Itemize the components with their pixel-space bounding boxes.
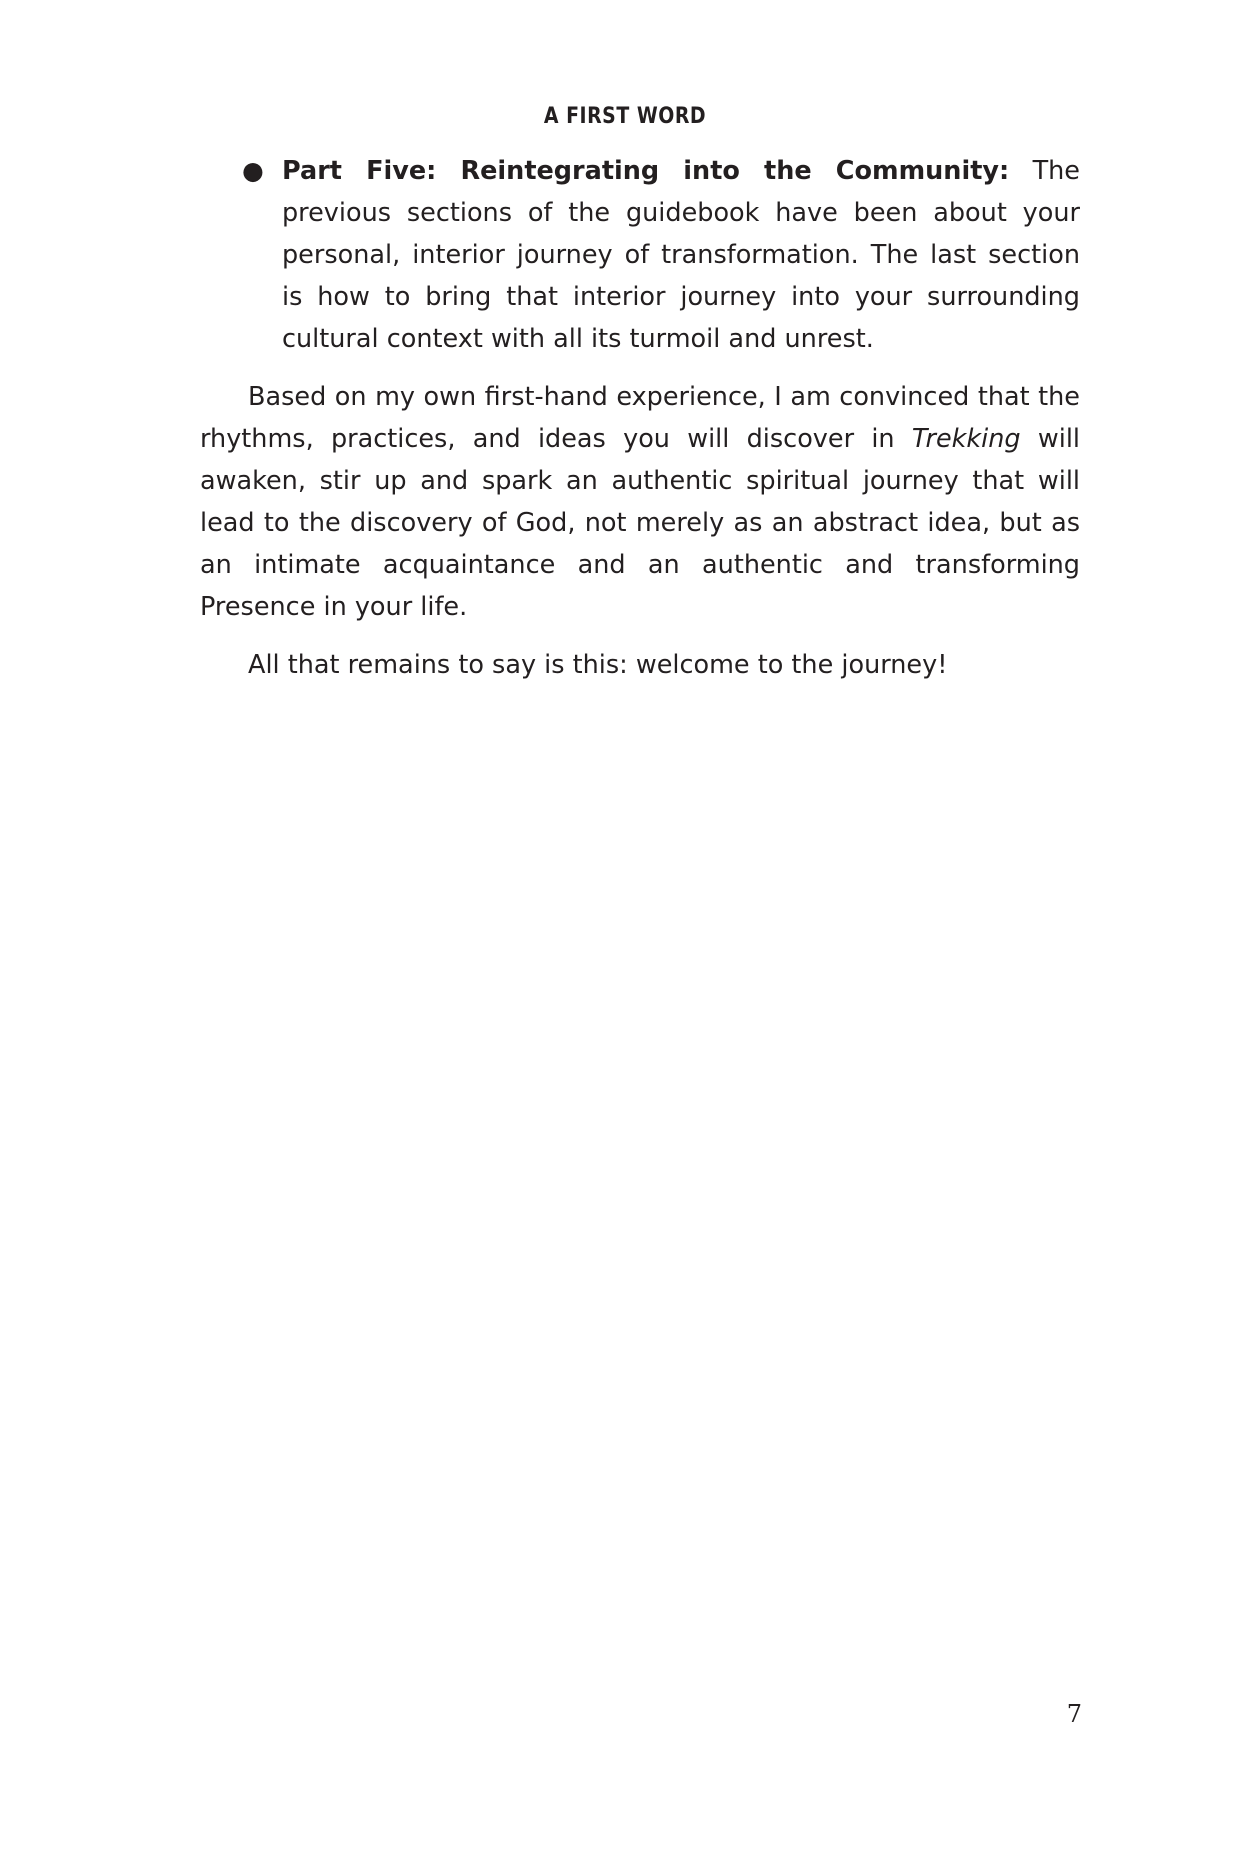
list-item-text [282,150,1080,360]
list-item [200,150,1080,360]
paragraph-text-after-title: will awaken, stir up and spark an authentic spiritual journey that will lead to the discovery of God, not merely as an abstract idea, but as an intimate acquaintance and an authentic and transforming Presence in your life. [200,424,1080,622]
bullet-list [200,150,1080,360]
list-item-body: The previous sections of the guidebook have been about your personal, interior journey of transformation. The last section is how to bring that interior journey into your surrounding cultural context with all its turmoil and unrest. [282,156,1080,354]
book-title-italic: Trekking [911,424,1021,454]
text-column [200,150,1080,686]
bullet-icon: ● [242,156,264,185]
running-head: A FIRST WORD [543,104,707,129]
closing-paragraph: All that remains to say is this: welcome to the journey! [248,650,948,680]
page-number: 7 [1066,1700,1082,1728]
paragraph-text-before-title: Based on my own first-hand experience, I am convinced that the rhythms, practices, and ideas you will discover in [200,382,1080,454]
body-paragraph [200,376,1080,628]
list-item-lead-label: Part Five: Reintegrating into the Community: [282,156,1010,186]
